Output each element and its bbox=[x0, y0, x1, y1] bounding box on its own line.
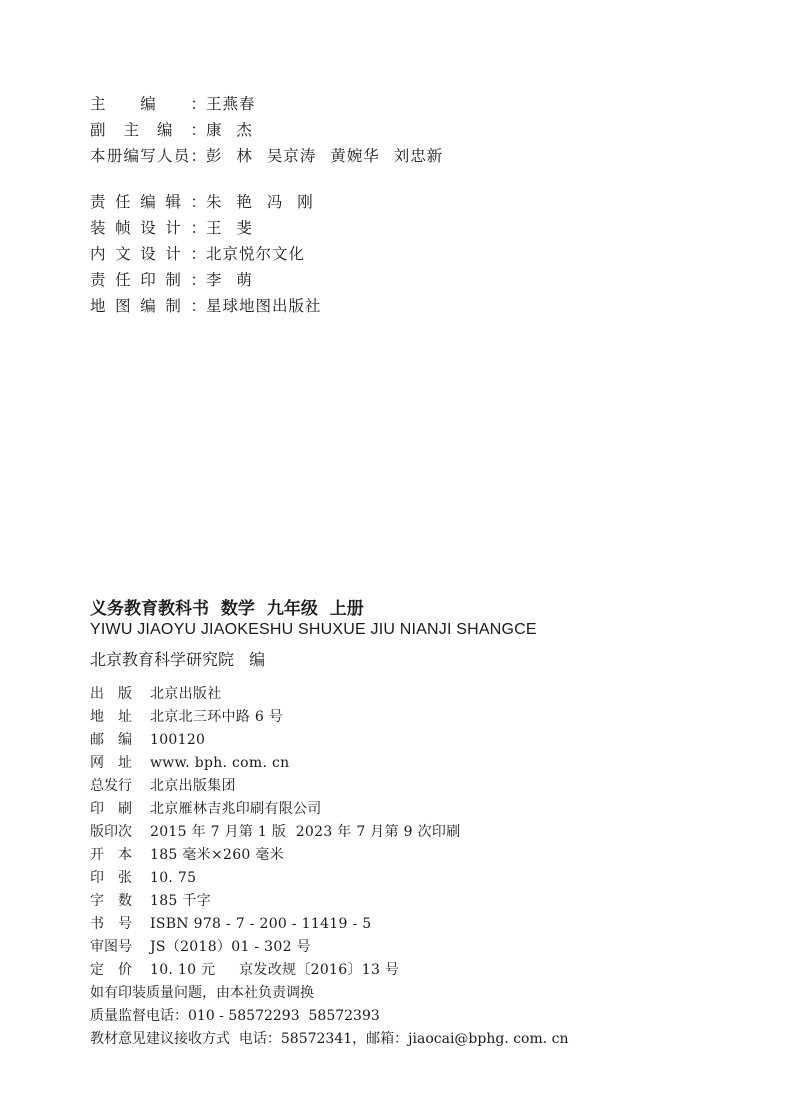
pub-value: 10. 75 bbox=[150, 870, 197, 886]
pub-row bbox=[90, 936, 569, 959]
editor-row-deputy bbox=[90, 118, 443, 144]
editor-row-chief bbox=[90, 92, 443, 118]
pub-label: 字数 bbox=[90, 893, 132, 909]
pub-label: 印刷 bbox=[90, 801, 132, 817]
pub-value: 北京北三环中路 6 号 bbox=[150, 709, 284, 725]
book-title-pinyin: YIWU JIAOYU JIAOKESHU SHUXUE JIU NIANJI SHANGCE bbox=[90, 621, 537, 638]
pub-value: 北京出版集团 bbox=[150, 778, 236, 794]
pub-row bbox=[90, 844, 569, 867]
editor-label: 责任印制： bbox=[90, 271, 206, 289]
pub-value: 185 毫米×260 毫米 bbox=[150, 847, 284, 863]
editor-row-writers bbox=[90, 144, 443, 170]
editor-value: 李 萌 bbox=[206, 271, 253, 289]
editor-value: 朱 艳 冯 刚 bbox=[206, 193, 314, 211]
editor-row-binding-design bbox=[90, 216, 443, 242]
pub-value: 10. 10 元 京发改规〔2016〕13 号 bbox=[150, 962, 400, 978]
editor-label: 责任编辑： bbox=[90, 193, 206, 211]
editor-value: 彭 林 吴京涛 黄婉华 刘忠新 bbox=[206, 147, 444, 165]
book-author: 北京教育科学研究院 编 bbox=[90, 650, 266, 669]
pub-row bbox=[90, 729, 569, 752]
publication-info-block bbox=[90, 683, 569, 1051]
editor-label: 装帧设计： bbox=[90, 219, 206, 237]
pub-label: 印张 bbox=[90, 870, 132, 886]
editor-row-map bbox=[90, 294, 443, 320]
pub-label: 审图号 bbox=[90, 939, 132, 955]
pub-label: 版印次 bbox=[90, 824, 132, 840]
editor-value: 星球地图出版社 bbox=[206, 297, 322, 315]
editor-label: 内文设计： bbox=[90, 245, 206, 263]
pub-row bbox=[90, 798, 569, 821]
pub-note-feedback: 教材意见建议接收方式 电话：58572341，邮箱：jiaocai@bphg. com. cn bbox=[90, 1031, 569, 1047]
pub-label: 出版 bbox=[90, 686, 132, 702]
pub-value: 185 千字 bbox=[150, 893, 211, 909]
editor-label: 副主编： bbox=[90, 121, 206, 139]
editor-value: 康 杰 bbox=[206, 121, 253, 139]
editors-block bbox=[90, 92, 443, 320]
editor-value: 王燕春 bbox=[206, 95, 256, 113]
pub-value: ISBN 978 - 7 - 200 - 11419 - 5 bbox=[150, 916, 372, 932]
pub-note-hotline: 质量监督电话：010 - 58572293 58572393 bbox=[90, 1008, 380, 1024]
editor-value: 王 斐 bbox=[206, 219, 253, 237]
editor-row-text-design bbox=[90, 242, 443, 268]
pub-label: 书号 bbox=[90, 916, 132, 932]
pub-label: 邮编 bbox=[90, 732, 132, 748]
book-title-block bbox=[90, 594, 537, 673]
pub-label: 总发行 bbox=[90, 778, 132, 794]
pub-row bbox=[90, 913, 569, 936]
editor-row-printing bbox=[90, 268, 443, 294]
pub-value: 北京雁林吉兆印刷有限公司 bbox=[150, 801, 322, 817]
editor-row-responsible-editor bbox=[90, 190, 443, 216]
pub-row bbox=[90, 752, 569, 775]
pub-value: JS（2018）01 - 302 号 bbox=[150, 939, 311, 955]
pub-value: 北京出版社 bbox=[150, 686, 222, 702]
pub-row bbox=[90, 890, 569, 913]
editor-label: 主编： bbox=[90, 95, 206, 113]
pub-label: 地址 bbox=[90, 709, 132, 725]
editor-label: 地图编制： bbox=[90, 297, 206, 315]
pub-label: 开本 bbox=[90, 847, 132, 863]
pub-label: 网址 bbox=[90, 755, 132, 771]
pub-row bbox=[90, 867, 569, 890]
pub-row bbox=[90, 821, 569, 844]
pub-row bbox=[90, 959, 569, 982]
editor-label: 本册编写人员： bbox=[90, 147, 206, 165]
book-title: 义务教育教科书 数学 九年级 上册 bbox=[90, 599, 364, 619]
pub-label: 定价 bbox=[90, 962, 132, 978]
pub-row bbox=[90, 683, 569, 706]
editor-value: 北京悦尔文化 bbox=[206, 245, 306, 263]
pub-value: 2015 年 7 月第 1 版 2023 年 7 月第 9 次印刷 bbox=[150, 824, 461, 840]
pub-note-quality: 如有印装质量问题，由本社负责调换 bbox=[90, 985, 314, 1001]
pub-value: 100120 bbox=[150, 732, 206, 748]
pub-row bbox=[90, 706, 569, 729]
pub-value: www. bph. com. cn bbox=[150, 755, 290, 771]
pub-row bbox=[90, 775, 569, 798]
